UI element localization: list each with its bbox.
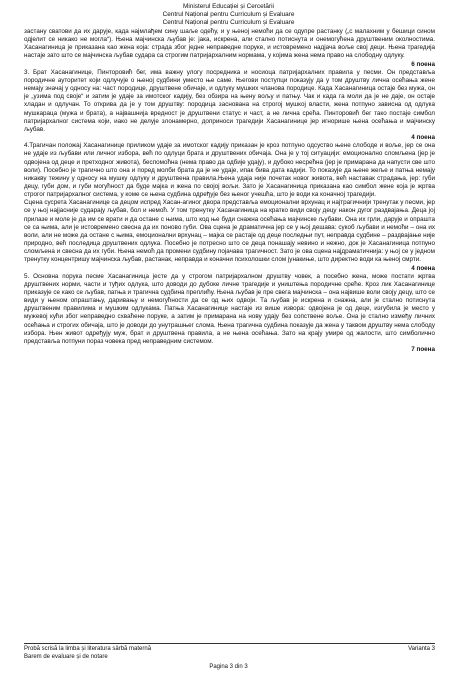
paragraph-2 xyxy=(24,69,435,142)
paragraph-4 xyxy=(24,199,435,272)
page-number: Pagina 3 din 3 xyxy=(209,664,248,670)
paragraph-text: Сцена сусрета Хасанагинице са децом испред Хасан-агиног двора представља емоционални врхунац и најтрагичнији тренутак у песми, јер се у њој најјасније сударају љубав, бол и немоћ. У том тренутку Хасанагиница на кратко види своју децу након дугог раздвајања. Деца јој прилазе и моле је да им се врати и да остане с њима, што код ње буди снажна осећања мајчинске љубави. Она их грли, дарује и опрашта се са њима, али је истовремено свесна да их поново губи. Ова сцена је драматична јер се у њој дешава: сукоб љубави и немоћи – она их воли, али не може да остане с њима, емоционални врхунац – мајка се растаје од деце последњи пут, неправда судбине – раздвајање није природно, већ последица друштвених одлука. Посебно је потресно што се деца понашају невино и нежно, док је Хасанагиница потпуно сломљена и свесна да их губи. Њена немоћ да промени судбину појачава трагичност. Зато је ова сцена најдраматичнија: у њој се у једном тренутку концентришу мајчинска љубав, растанак, неправда и коначни психолошки слом јунакиње, што директно води ка њеној смрти. xyxy=(24,199,435,264)
ministry-header: Ministerul Educației și Cercetării xyxy=(183,3,274,10)
document-body xyxy=(24,28,435,354)
paragraph-3 xyxy=(24,142,435,199)
paragraph-text: 5. Основна порука песме Хасанагиница јесте да у строгом патријархалном друштву човек, а посебно жена, може постати жртва друштвених норми, части и туђих одлука, што доводи до дубоке личне трагедије и уништења породичне среће. Кроз лик Хасанагинице приказује се како се љубав, патња и трагична судбина преплићу. Њена љубав је пре свега мајчинска – она највише воли своју децу, што се види у њеном опраштању, даривању и немогућности да се од њих одвоји. Та љубав је искрена и снажна, али је стално потиснута друштвеним правилима и мушким одлукама. Патња Хасанагинице настаје из више извора: одвојена је од деце, изгубила је место у мужевој кући због неправедно схваћене поруке, а затим је примарана на нову удају без сопствене воље. Она је стално између личних осећања и строгих обичаја, што је доводи до унутрашњег слома. Њена трагична судбина показује да жена у таквом друштву нема слободу избора. Њен живот одређују муж, брат и друштвена правила, а не њена осећања. Зато на крају умире од жалости, што симболично представља потпуни пораз човека пред неправедним системом. xyxy=(24,272,435,345)
variant-label: Varianta 3 xyxy=(408,646,435,652)
footer-divider xyxy=(24,643,435,644)
points-label: 4 поена xyxy=(411,264,435,272)
footer-line-1 xyxy=(24,646,435,653)
paragraph-text: 4.Трагичан положај Хасанагинице приликом удаје за имотског кадију приказан је кроз потпуно одсуство њене слободе и воље, јер се она не удаје из љубави или личног избора, већ по одлуци брата и друштвених обичаја. Она је у тој ситуацији: емоционално сломљена (јер је одвојена од деце и претходног живота), беспомоћна (нема право да одбије удају), и дубоко несрећна (јер је примарана да напусти све што воли). Посебно је трагично што она и поред молби брата да је не удаје, ипак бива дата кадији. То показује да њене жеље и патња немају никакву тежину у односу на мушку одлуку и друштвена правила.Њена удаја није почетак новог живота, већ наставак страдања, јер: губи децу, губи дом, и губи могућност да буде мајка и жена по својој вољи. Зато је Хасанагиница приказана као симбол жене која је жртва строгог патријархалног система, у коме се њена судбина одређује без њеног учешћа, што је води ка коначној трагедији. xyxy=(24,142,435,199)
exam-title: Probă scrisă la limba și literatura sârbă maternă xyxy=(24,646,152,652)
points-label: 4 поена xyxy=(411,134,435,142)
grading-title: Barem de evaluare și de notare xyxy=(24,654,108,660)
paragraph-text: застану сватови да их дарује, када најмлађем сину шаље одећу, и у њеној немоћи да се одупре растанку („с малахним у бешици сином одјелит се никако не могла“). Њена мајчинска љубав је: јака, искрена, али стално потиснута и онемогућена друштвеним околностима. Хасанагиница је приказана као жена која: страда због једне неправедне поруке, и истовремено надјача воље свој деци. Њена трагедија настаје зато што се мајчинска љубав судара са строгим патријархалним нормама, у којима жена нема право на слободну одлуку. xyxy=(24,28,435,60)
points-label: 7 поена xyxy=(411,346,435,354)
paragraph-5 xyxy=(24,273,435,355)
points-label: 6 поена xyxy=(411,60,435,68)
paragraph-text: 3. Брат Хасанагинице, Пинторовић бег, има важну улогу посредника и носиоца патријархалних правила у песми. Он представља породичне ауторитет који одлучује о њеној судбини уместо ње саме. Његови поступци показују да у том друштву лична осећања жене немају значај у односу на: част породице, друштвене обичаје, и одлуку мушких чланова породице. Када Хасанагиница остаје без мужа, он је „узима под своје“ и затим је удаје за имотског кадију, без обзира на њену вољу и патњу. Чак и када га моли да је не даје, он остаје хладан и одлучан. То открива да је у том друштву: породица заснована на строгој мушкој власти, жена потпуно зависна од одлука мушкараца (мужа и брата), а највашнија вредност је друштвени статус и част, а не лична срећа. Пинторовић бег тако постаје симбол патријархалног система који, иако не делује злонамерно, доприноси трагедији Хасанагинице јер игнорише њена осећања и мајчинску љубав. xyxy=(24,68,435,133)
footer-line-2 xyxy=(24,654,435,661)
paragraph-1 xyxy=(24,28,435,69)
center-header: Centrul Național pentru Curriculum și Evaluare xyxy=(162,11,295,18)
center-header-repeat: Centrul Național pentru Curriculum și Evaluare xyxy=(162,19,295,26)
